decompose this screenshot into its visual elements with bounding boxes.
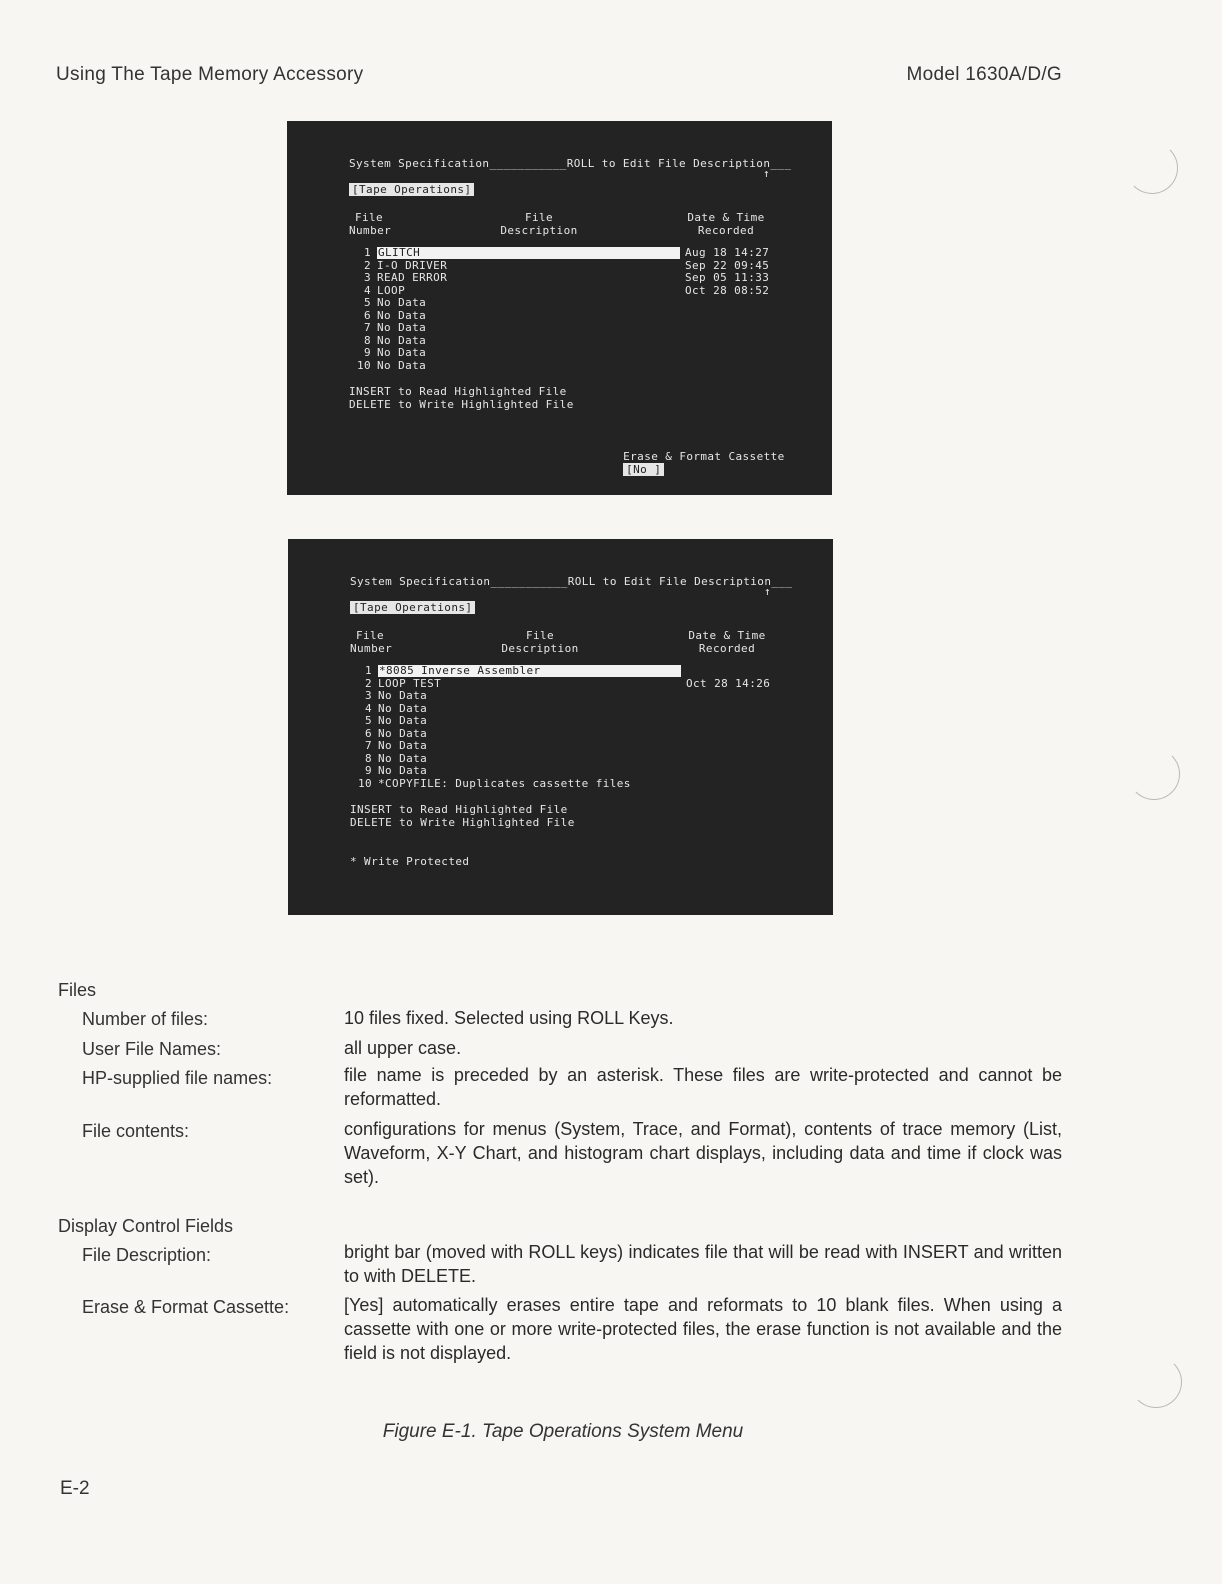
file-number: 4 (364, 701, 372, 715)
punch-hole-mark (1128, 748, 1180, 800)
file-date-recorded: Sep 22 09:45 (685, 258, 770, 272)
cursor-arrow-icon: ↑ (764, 585, 772, 598)
files-section-title: Files (58, 980, 97, 1000)
file-number: 2 (363, 258, 371, 272)
file-number: 7 (364, 739, 372, 752)
label-erase-format-cassette: Erase & Format Cassette: (82, 1297, 290, 1317)
delete-instruction: DELETE to Write Highlighted File (350, 816, 575, 829)
file-row[interactable] (350, 703, 784, 715)
file-number: 3 (363, 271, 371, 284)
file-row[interactable] (349, 272, 783, 284)
insert-instruction: INSERT to Read Highlighted File (350, 803, 568, 816)
file-name: No Data (378, 739, 428, 752)
file-row[interactable] (349, 285, 783, 297)
desc-number-of-files: 10 files fixed. Selected using ROLL Keys. (344, 1008, 674, 1028)
highlighted-file-name: GLITCH (377, 247, 680, 259)
file-number: 5 (363, 296, 371, 309)
file-number: 5 (364, 714, 372, 727)
file-number: 7 (363, 321, 371, 334)
file-date-recorded: Sep 05 11:33 (685, 271, 770, 284)
file-name: No Data (377, 358, 427, 372)
file-row[interactable] (350, 765, 784, 777)
col-header-date-time: Date & Time Recorded (688, 629, 766, 655)
insert-instruction: INSERT to Read Highlighted File (349, 385, 567, 398)
file-row[interactable] (349, 335, 783, 347)
file-row[interactable] (350, 753, 784, 765)
col-header-date-time: Date & Time Recorded (687, 211, 765, 237)
file-name: LOOP TEST (378, 676, 442, 690)
file-number: 10 (356, 358, 371, 372)
file-name: No Data (378, 714, 428, 727)
delete-instruction: DELETE to Write Highlighted File (349, 398, 574, 411)
file-number: 6 (363, 308, 371, 322)
label-file-contents: File contents: (82, 1121, 190, 1141)
erase-format-label: Erase & Format Cassette (623, 450, 785, 463)
file-name: *COPYFILE: Duplicates cassette files (378, 776, 631, 790)
file-number: 8 (363, 333, 371, 347)
page-header-right: Model 1630A/D/G (906, 64, 1062, 85)
col-header-file-number: File Number (349, 211, 392, 237)
label-number-of-files: Number of files: (82, 1009, 209, 1029)
file-number: 3 (364, 689, 372, 702)
file-name: I-O DRIVER (377, 258, 448, 272)
col-header-file-description: File Description (500, 211, 578, 237)
file-date-recorded: Oct 28 14:26 (686, 676, 771, 690)
file-date-recorded: Aug 18 14:27 (685, 246, 770, 259)
file-row[interactable] (350, 678, 784, 690)
file-name: No Data (378, 701, 428, 715)
file-number: 8 (364, 751, 372, 765)
file-row[interactable] (349, 260, 783, 272)
page-header-left: Using The Tape Memory Accessory (56, 64, 364, 85)
punch-hole-mark (1130, 1356, 1182, 1408)
file-number: 1 (364, 664, 372, 677)
file-row[interactable] (350, 728, 784, 740)
file-name: No Data (377, 321, 427, 334)
file-number: 1 (363, 246, 371, 259)
file-name: No Data (378, 751, 428, 765)
file-name: No Data (377, 346, 427, 359)
file-name: No Data (377, 333, 427, 347)
display-control-section-title: Display Control Fields (58, 1216, 234, 1236)
desc-file-description: bright bar (moved with ROLL keys) indicates file that will be read with INSERT and written to with DELETE. (344, 1242, 1062, 1286)
file-name: No Data (377, 296, 427, 309)
desc-user-file-names: all upper case. (344, 1038, 462, 1058)
file-row[interactable] (350, 778, 784, 790)
file-row[interactable] (350, 665, 784, 677)
desc-erase-format-cassette: [Yes] automatically erases entire tape and reformats to 10 blank files. When using a cassette with one or more write-protected files, the erase function is not available and the field is not displayed. (344, 1295, 1062, 1363)
file-row[interactable] (350, 690, 784, 702)
file-number: 4 (363, 283, 371, 297)
label-hp-supplied-file-names: HP-supplied file names: (82, 1068, 273, 1088)
erase-format-field[interactable]: [No ] (623, 463, 664, 476)
file-number: 2 (364, 676, 372, 690)
file-name: No Data (378, 764, 428, 777)
file-number: 9 (364, 764, 372, 777)
file-name: No Data (378, 689, 428, 702)
system-spec-line: System Specification___________ROLL to Edit File Description___ (349, 157, 792, 170)
file-number: 6 (364, 726, 372, 740)
file-row[interactable] (349, 322, 783, 334)
file-row[interactable] (349, 310, 783, 322)
file-row[interactable] (350, 740, 784, 752)
file-number: 10 (357, 776, 372, 790)
file-name: No Data (378, 726, 428, 740)
file-number: 9 (363, 346, 371, 359)
file-row[interactable] (349, 247, 783, 259)
tape-operations-tab[interactable]: [Tape Operations] (350, 601, 475, 614)
file-name: LOOP (377, 283, 406, 297)
file-row[interactable] (349, 297, 783, 309)
file-name: No Data (377, 308, 427, 322)
page-number: E-2 (60, 1478, 90, 1499)
file-row[interactable] (350, 715, 784, 727)
figure-caption: Figure E-1. Tape Operations System Menu (382, 1421, 744, 1442)
cursor-arrow-icon: ↑ (763, 167, 771, 180)
label-file-description: File Description: (82, 1245, 212, 1265)
tape-menu-screen-1 (287, 121, 832, 495)
system-spec-line: System Specification___________ROLL to Edit File Description___ (350, 575, 793, 588)
file-row[interactable] (349, 347, 783, 359)
col-header-file-description: File Description (501, 629, 579, 655)
write-protected-footnote: * Write Protected (350, 855, 470, 868)
col-header-file-number: File Number (350, 629, 393, 655)
desc-hp-supplied-file-names: file name is preceded by an asterisk. These files are write-protected and cannot be reformatted. (344, 1065, 1062, 1109)
label-user-file-names: User File Names: (82, 1039, 222, 1059)
file-date-recorded: Oct 28 08:52 (685, 283, 770, 297)
punch-hole-mark (1126, 142, 1178, 194)
highlighted-file-name: *8085 Inverse Assembler (378, 665, 681, 677)
file-name: READ ERROR (377, 271, 448, 284)
desc-file-contents: configurations for menus (System, Trace, and Format), contents of trace memory (List, Waveform, X-Y Chart, and histogram chart displays, including data and time if clock was set). (344, 1119, 1062, 1187)
file-row[interactable] (349, 360, 783, 372)
tape-operations-tab[interactable]: [Tape Operations] (349, 183, 474, 196)
tape-menu-screen-2 (288, 539, 833, 915)
